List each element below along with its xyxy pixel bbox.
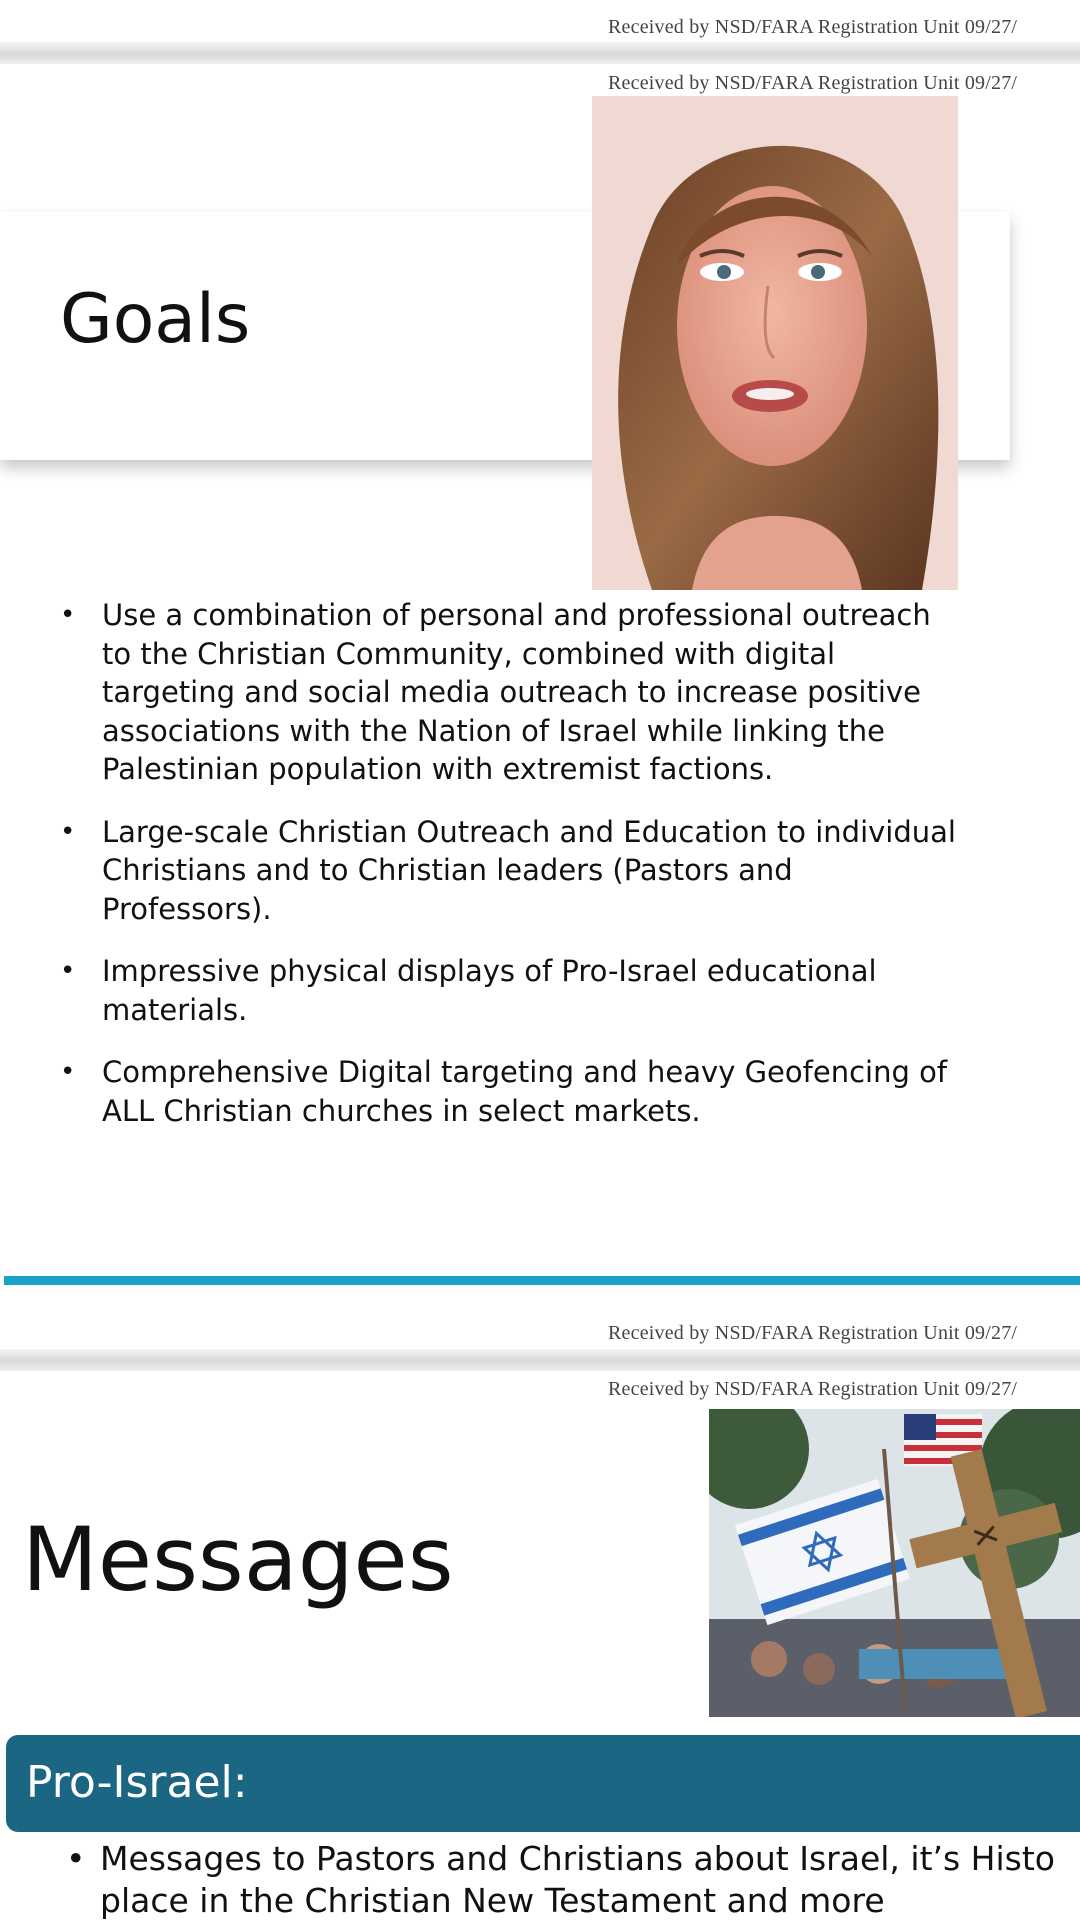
rally-photo bbox=[709, 1409, 1080, 1717]
section-label: Pro-Israel: bbox=[26, 1757, 248, 1808]
pro-israel-section-bar bbox=[6, 1735, 1080, 1832]
goals-bullet-1: • Use a combination of personal and professional outreach to the Christian Community, combined with digital targeting and social media outreach to increase positive associations with the Nation of Israel while linking the Palestinian population with extremist factions. bbox=[60, 596, 960, 789]
page-separator-band-2 bbox=[0, 1349, 1080, 1371]
goals-title: Goals bbox=[60, 280, 251, 359]
presenter-portrait bbox=[592, 96, 958, 590]
goals-bullet-2: • Large-scale Christian Outreach and Education to individual Christians and to Christian leaders (Pastors and Professors). bbox=[60, 813, 960, 929]
page-separator-band bbox=[0, 42, 1080, 64]
messages-bullet-line-1: • Messages to Pastors and Christians about Israel, it’s Histo bbox=[66, 1838, 1080, 1880]
fara-stamp-mid-1: Received by NSD/FARA Registration Unit 09/27/ bbox=[608, 1322, 1018, 1344]
slide-divider bbox=[4, 1276, 1080, 1285]
goals-bullet-4: • Comprehensive Digital targeting and heavy Geofencing of ALL Christian churches in select markets. bbox=[60, 1053, 960, 1130]
messages-title: Messages bbox=[22, 1508, 454, 1611]
goals-bullet-list bbox=[60, 596, 960, 1154]
goals-bullet-3: • Impressive physical displays of Pro-Israel educational materials. bbox=[60, 952, 960, 1029]
fara-stamp-top-1: Received by NSD/FARA Registration Unit 09/27/ bbox=[608, 16, 1018, 38]
fara-stamp-top-2: Received by NSD/FARA Registration Unit 09/27/ bbox=[608, 72, 1018, 94]
messages-bullet-list bbox=[66, 1838, 1080, 1922]
fara-stamp-mid-2: Received by NSD/FARA Registration Unit 09/27/ bbox=[608, 1378, 1018, 1400]
messages-bullet-line-2: place in the Christian New Testament and more bbox=[100, 1881, 885, 1920]
